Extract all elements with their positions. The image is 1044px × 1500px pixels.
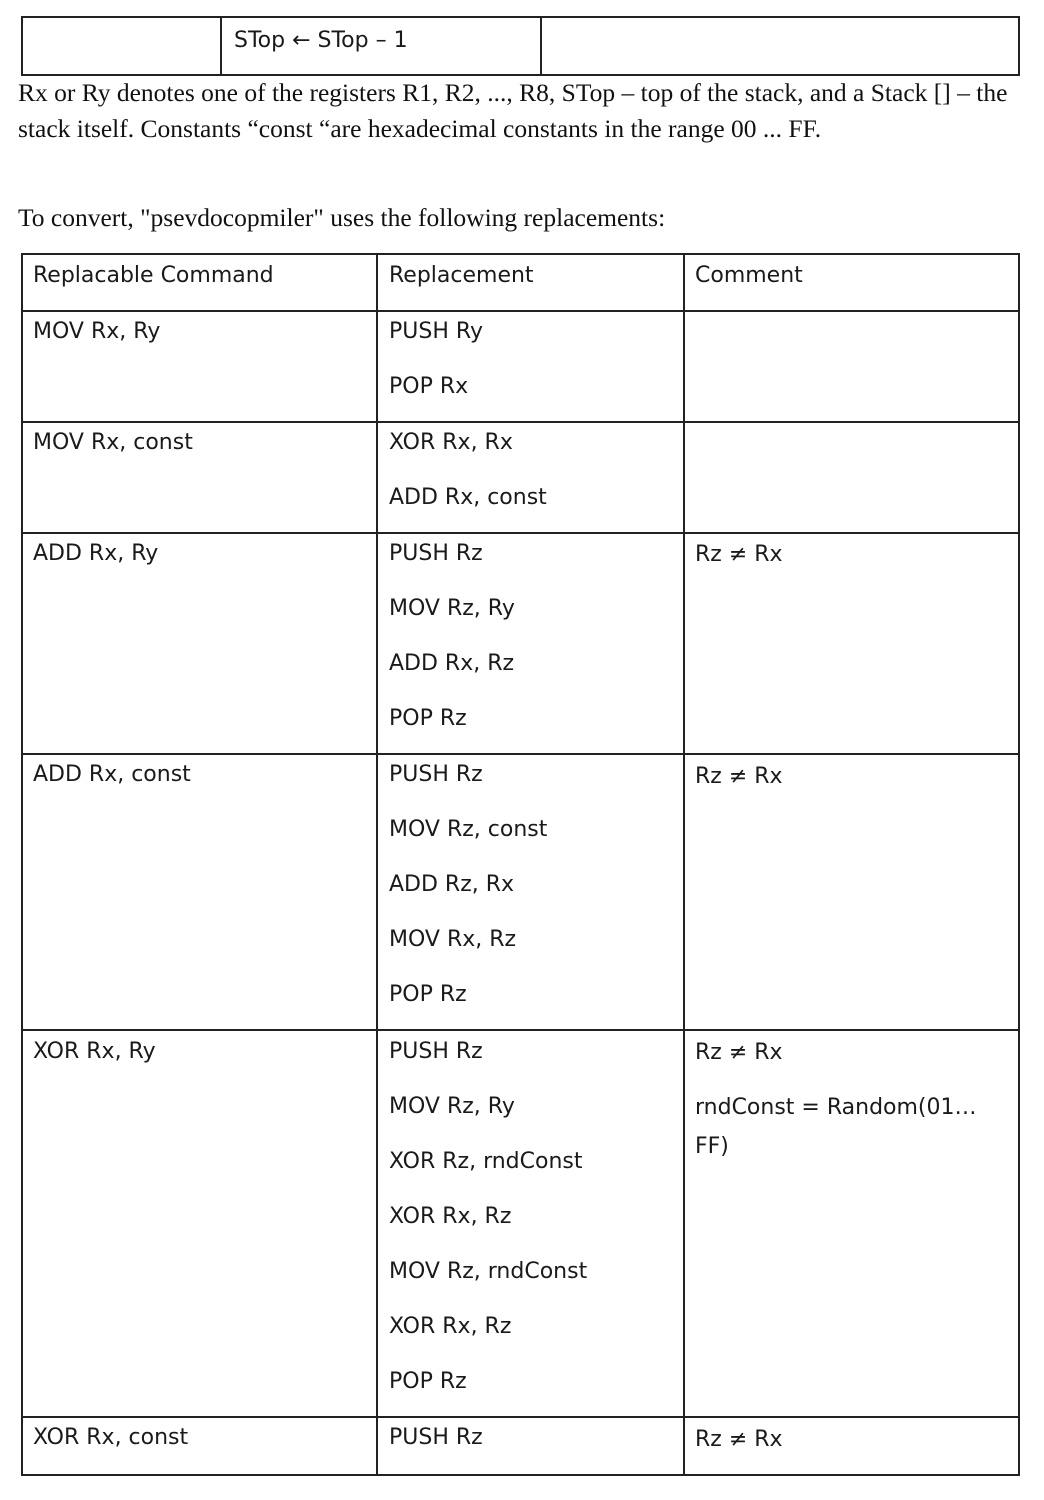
replacement-table [21, 253, 1020, 1476]
replacement-line: POP Rx [389, 374, 469, 399]
replacement-cell [389, 1024, 587, 1409]
command-cell: ADD Rx, Ry [33, 541, 159, 566]
stack-decrement-cell: STop ← STop – 1 [234, 28, 408, 53]
previous-table-fragment [21, 16, 1020, 76]
replacement-line: XOR Rx, Rz [389, 1204, 512, 1229]
replacement-line: XOR Rz, rndConst [389, 1149, 583, 1174]
replacement-line: ADD Rz, Rx [389, 872, 515, 897]
column-divider [376, 255, 378, 1474]
column-divider [540, 18, 542, 74]
replacement-cell [389, 747, 547, 1022]
comment-cell: Rz ≠ Rx [695, 542, 783, 567]
column-divider [220, 18, 222, 74]
replacement-line: MOV Rz, Ry [389, 596, 515, 621]
command-cell: MOV Rx, Ry [33, 319, 161, 344]
replacement-line: MOV Rx, Rz [389, 927, 517, 952]
command-cell: ADD Rx, const [33, 762, 191, 787]
replacement-line: XOR Rx, Rx [389, 430, 513, 455]
registers-description: Rx or Ry denotes one of the registers R1, R2, ..., R8, STop – top of the stack, and a Stack [] – the stack itself. Constants “const “are hexadecimal constants in the range 00 ... FF. [18, 78, 1008, 143]
row-divider [23, 310, 1018, 312]
replacement-line: ADD Rx, Rz [389, 651, 515, 676]
replacement-line: PUSH Rz [389, 1039, 483, 1064]
replacement-line: MOV Rz, const [389, 817, 548, 842]
replacement-cell [389, 526, 515, 746]
header-replacable-command: Replacable Command [33, 263, 274, 288]
replacement-cell [389, 415, 547, 525]
replacement-line: XOR Rx, Rz [389, 1314, 512, 1339]
replacement-line: POP Rz [389, 982, 467, 1007]
replacement-line: MOV Rz, rndConst [389, 1259, 588, 1284]
column-divider [683, 255, 685, 1474]
replacement-cell [389, 1410, 483, 1465]
comment-cell: Rz ≠ Rx [695, 1040, 783, 1065]
replacement-line: PUSH Ry [389, 319, 483, 344]
replacement-cell [389, 304, 483, 414]
replacements-intro: To convert, "psevdocopmiler" uses the following replacements: [18, 203, 666, 232]
command-cell: MOV Rx, const [33, 430, 193, 455]
header-replacement: Replacement [389, 263, 534, 288]
comment-cell: rndConst = Random(01…FF) [695, 1095, 977, 1159]
row-divider [23, 532, 1018, 534]
header-comment: Comment [695, 263, 803, 288]
replacement-line: PUSH Rz [389, 541, 483, 566]
replacement-line: MOV Rz, Ry [389, 1094, 515, 1119]
replacement-line: PUSH Rz [389, 762, 483, 787]
replacement-line: PUSH Rz [389, 1425, 483, 1450]
comment-cell: Rz ≠ Rx [695, 764, 783, 789]
replacement-line: ADD Rx, const [389, 485, 547, 510]
command-cell: XOR Rx, const [33, 1425, 189, 1450]
replacement-line: POP Rz [389, 1369, 467, 1394]
command-cell: XOR Rx, Ry [33, 1039, 156, 1064]
replacement-line: POP Rz [389, 706, 467, 731]
comment-cell: Rz ≠ Rx [695, 1427, 783, 1452]
